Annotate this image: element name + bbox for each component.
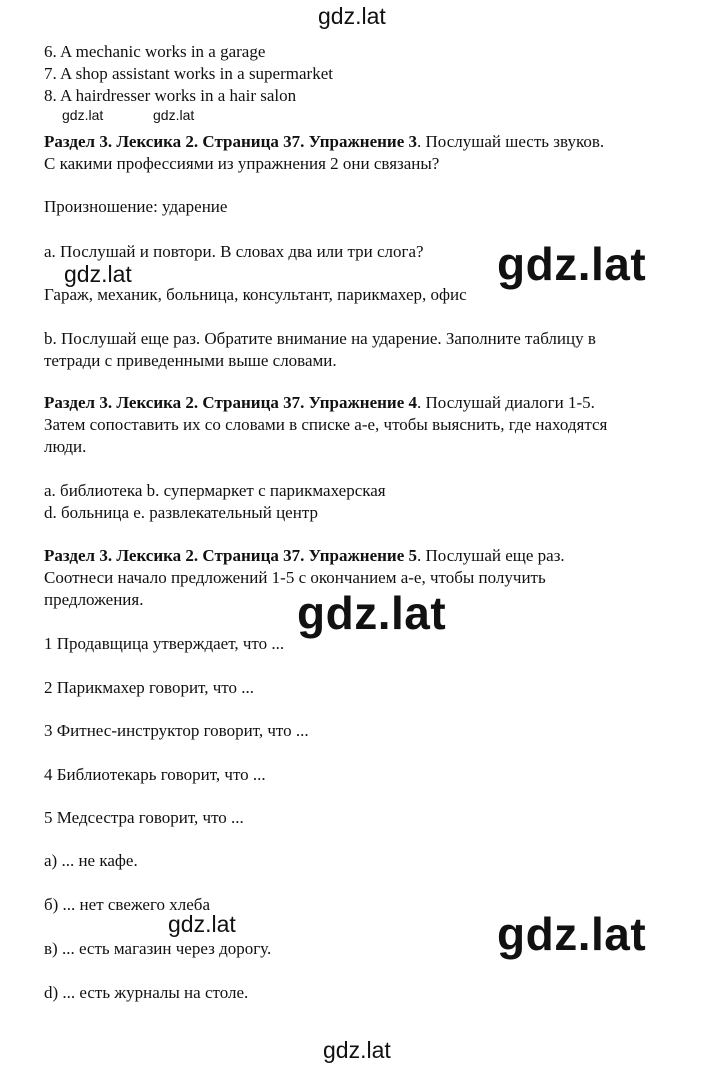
watermark-large: gdz.lat — [297, 587, 447, 639]
exercise-4-instruction: . Послушай диалоги 1-5. — [417, 393, 595, 412]
sentence-start: 4 Библиотекарь говорит, что ... — [44, 765, 266, 784]
watermark-small: gdz.lat — [168, 911, 236, 937]
sentence-ending: d) ... есть журналы на столе. — [44, 983, 249, 1002]
sentence-ending: а) ... не кафе. — [44, 851, 138, 870]
watermark-bottom: gdz.lat — [323, 1037, 391, 1063]
pronunciation-heading: Произношение: ударение — [44, 197, 228, 216]
exercise-5-title: Раздел 3. Лексика 2. Страница 37. Упражнение 5 — [44, 546, 418, 565]
task-b-line: тетради с приведенными выше словами. — [44, 351, 337, 370]
exercise-5-instruction-line: предложения. — [44, 590, 144, 609]
places-list: a. библиотека b. супермаркет с парикмахерская — [44, 481, 386, 500]
exercise-3-instruction: . Послушай шесть звуков. — [417, 132, 605, 151]
task-b-line: b. Послушай еще раз. Обратите внимание на ударение. Заполните таблицу в — [44, 329, 596, 348]
watermark-large: gdz.lat — [497, 238, 647, 290]
sentence-ending: в) ... есть магазин через дорогу. — [44, 939, 272, 958]
word-list: Гараж, механик, больница, консультант, парикмахер, офис — [44, 285, 467, 304]
exercise-3-heading — [44, 131, 604, 153]
places-list: d. больница e. развлекательный центр — [44, 503, 318, 522]
exercise-3-title: Раздел 3. Лексика 2. Страница 37. Упражнение 3 — [44, 132, 418, 151]
exercise-5-instruction-line: Соотнеси начало предложений 1-5 с окончанием a-e, чтобы получить — [44, 568, 546, 587]
sentence-start: 2 Парикмахер говорит, что ... — [44, 678, 254, 697]
list-item: 6. A mechanic works in a garage — [44, 42, 266, 61]
exercise-4-instruction-line: люди. — [44, 437, 87, 456]
list-item: 7. A shop assistant works in a supermarket — [44, 64, 333, 83]
sentence-ending: б) ... нет свежего хлеба — [44, 895, 210, 914]
exercise-5-heading — [44, 545, 565, 567]
watermark-small: gdz.lat — [64, 261, 132, 287]
sentence-start: 3 Фитнес-инструктор говорит, что ... — [44, 721, 309, 740]
watermark-top: gdz.lat — [318, 3, 386, 29]
task-a: a. Послушай и повтори. В словах два или три слога? — [44, 242, 424, 261]
list-item: 8. A hairdresser works in a hair salon — [44, 86, 297, 105]
watermark-small: gdz.lat — [62, 107, 104, 123]
exercise-3-instruction-line: С какими профессиями из упражнения 2 они связаны? — [44, 154, 440, 173]
exercise-4-title: Раздел 3. Лексика 2. Страница 37. Упражнение 4 — [44, 393, 418, 412]
sentence-start: 5 Медсестра говорит, что ... — [44, 808, 244, 827]
exercise-4-instruction-line: Затем сопоставить их со словами в списке a-e, чтобы выяснить, где находятся — [44, 415, 608, 434]
exercise-4-heading — [44, 392, 595, 414]
exercise-5-instruction: . Послушай еще раз. — [417, 546, 565, 565]
watermark-small: gdz.lat — [153, 107, 195, 123]
sentence-start: 1 Продавщица утверждает, что ... — [44, 634, 285, 653]
watermark-large: gdz.lat — [497, 908, 647, 960]
